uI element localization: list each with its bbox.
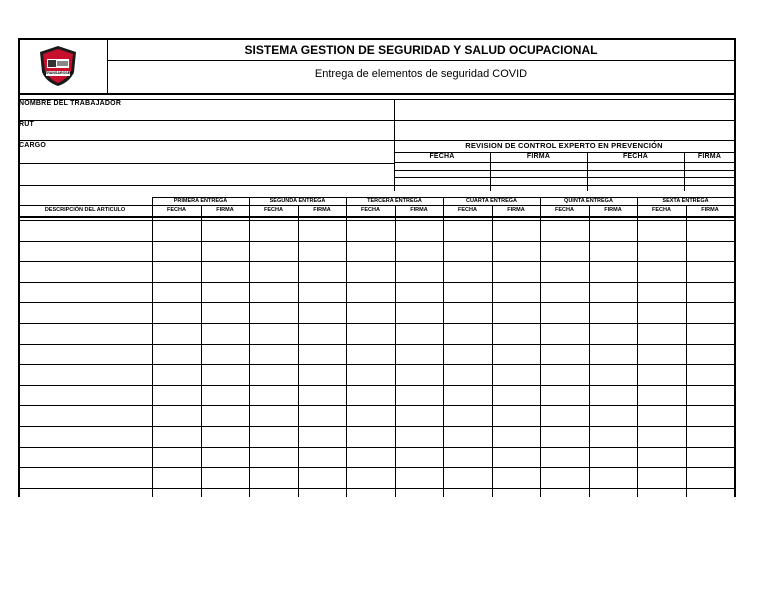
grid-col-line bbox=[540, 197, 541, 497]
table-row bbox=[18, 302, 735, 303]
delivery-1: PRIMERA ENTREGA bbox=[173, 198, 228, 204]
page-title: SISTEMA GESTION DE SEGURIDAD Y SALUD OCUPACIONAL bbox=[244, 43, 598, 57]
cargo-row-bottom bbox=[18, 163, 394, 164]
grid-col-line bbox=[686, 205, 687, 497]
title-divider bbox=[107, 60, 735, 61]
sub-firma-6: FIRMA bbox=[701, 207, 719, 213]
item-header: DESCRIPCIÓN DEL ARTICULO bbox=[44, 207, 126, 213]
grid-col-line bbox=[395, 205, 396, 497]
table-header-bottom bbox=[18, 216, 735, 218]
table-row bbox=[18, 261, 735, 262]
sub-firma-5: FIRMA bbox=[604, 207, 622, 213]
table-row bbox=[18, 344, 735, 345]
name-row-bottom bbox=[18, 120, 735, 121]
table-row bbox=[18, 467, 735, 468]
sub-fecha-5: FECHA bbox=[555, 207, 574, 213]
sub-firma-2: FIRMA bbox=[313, 207, 331, 213]
review-col-2: FIRMA bbox=[526, 153, 551, 160]
review-v-1 bbox=[490, 152, 491, 191]
grid-col-line bbox=[589, 205, 590, 497]
review-col-4: FIRMA bbox=[697, 153, 722, 160]
grid-col-line bbox=[249, 197, 250, 497]
deliveries-mid bbox=[18, 205, 735, 206]
company-logo bbox=[36, 44, 80, 88]
table-row bbox=[18, 405, 735, 406]
delivery-3: TERCERA ENTREGA bbox=[367, 198, 422, 204]
worker-cargo-label: CARGO bbox=[19, 142, 47, 149]
table-row bbox=[18, 220, 735, 221]
grid-col-line bbox=[443, 197, 444, 497]
frame-right bbox=[734, 38, 736, 497]
grid-col-line bbox=[637, 197, 638, 497]
table-row bbox=[18, 364, 735, 365]
table-row bbox=[18, 241, 735, 242]
table-row bbox=[18, 385, 735, 386]
table-row bbox=[18, 426, 735, 427]
table-row bbox=[18, 323, 735, 324]
extra-row-bottom bbox=[18, 185, 394, 186]
delivery-5: QUINTA ENTREGA bbox=[564, 198, 613, 204]
sub-firma-4: FIRMA bbox=[507, 207, 525, 213]
grid-col-line bbox=[346, 197, 347, 497]
page-subtitle: Entrega de elementos de seguridad COVID bbox=[314, 68, 528, 80]
review-v-2 bbox=[587, 152, 588, 191]
worker-rut-label: RUT bbox=[19, 121, 34, 128]
review-title: REVISION DE CONTROL EXPERTO EN PREVENCIÓN bbox=[465, 141, 663, 150]
review-col-1: FECHA bbox=[429, 153, 455, 160]
logo-text: TRANSAROSERI bbox=[45, 71, 74, 75]
delivery-2: SEGUNDA ENTREGA bbox=[269, 198, 326, 204]
delivery-4: CUARTA ENTREGA bbox=[465, 198, 518, 204]
name-row-top bbox=[18, 99, 735, 100]
sub-fecha-3: FECHA bbox=[361, 207, 380, 213]
review-v-3 bbox=[684, 152, 685, 191]
worker-name-label: NOMBRE DEL TRABAJADOR bbox=[19, 100, 122, 107]
grid-col-line bbox=[201, 205, 202, 497]
table-row bbox=[18, 282, 735, 283]
review-col-3: FECHA bbox=[622, 153, 649, 160]
sub-fecha-2: FECHA bbox=[264, 207, 283, 213]
table-row bbox=[18, 488, 735, 489]
table-row bbox=[18, 447, 735, 448]
sub-firma-3: FIRMA bbox=[410, 207, 428, 213]
grid-col-line bbox=[492, 205, 493, 497]
frame-top bbox=[18, 38, 735, 40]
header-bottom bbox=[18, 93, 735, 95]
grid-col-line bbox=[152, 197, 153, 497]
sub-fecha-1: FECHA bbox=[167, 207, 186, 213]
sub-firma-1: FIRMA bbox=[216, 207, 234, 213]
delivery-6: SEXTA ENTREGA bbox=[662, 198, 709, 204]
sub-fecha-6: FECHA bbox=[652, 207, 671, 213]
sub-fecha-4: FECHA bbox=[458, 207, 477, 213]
grid-col-line bbox=[298, 205, 299, 497]
